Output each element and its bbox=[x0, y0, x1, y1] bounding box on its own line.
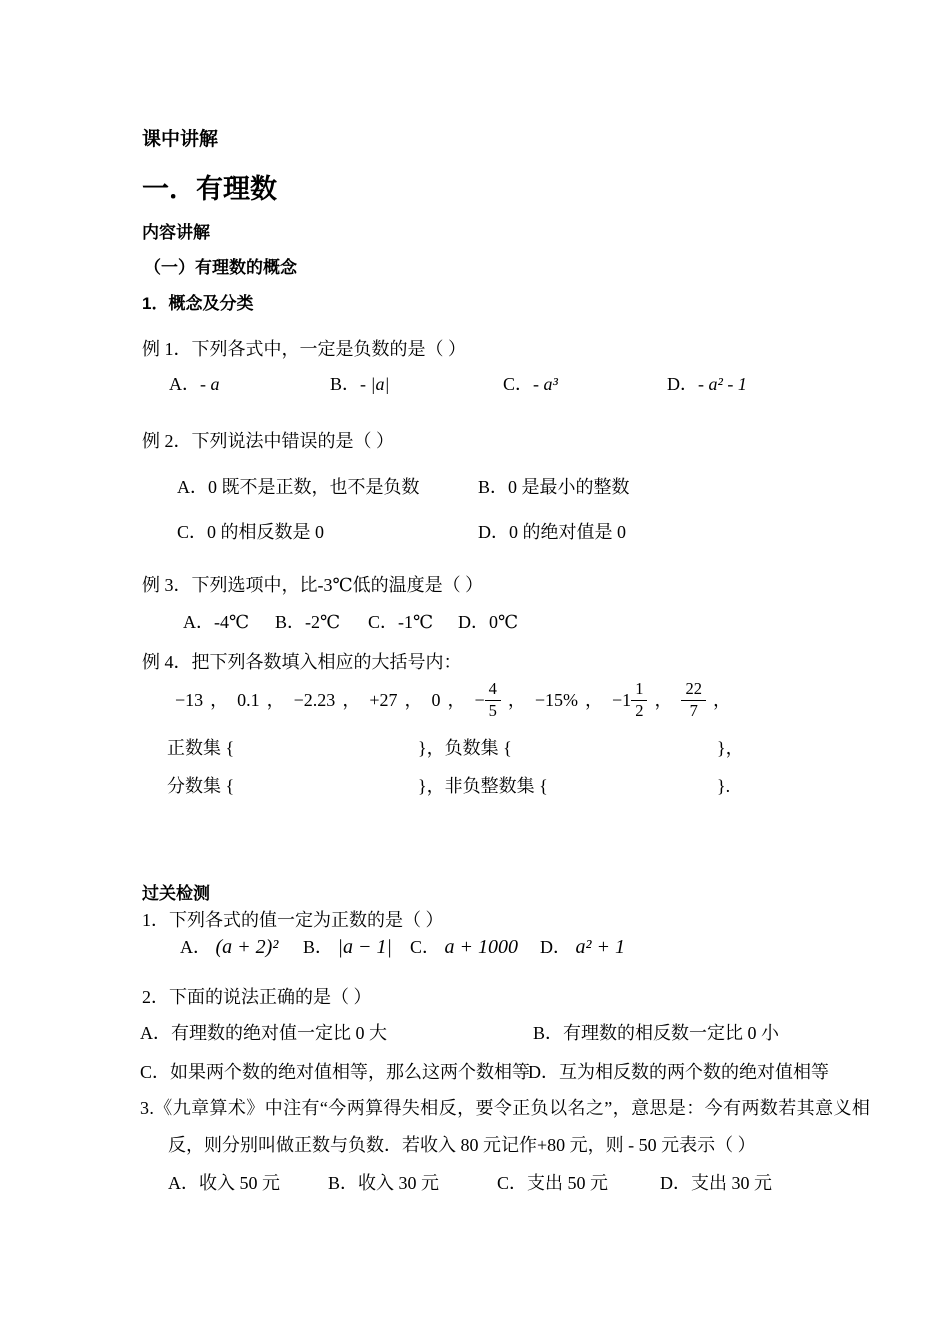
test-q1-option-d bbox=[540, 936, 625, 959]
example1-option-d bbox=[667, 374, 747, 395]
negative-set-label: }，负数集 { bbox=[418, 738, 512, 758]
positive-set-label: 正数集 { bbox=[167, 738, 235, 758]
option-expression: a + 1000 bbox=[444, 936, 519, 958]
option-label: B． bbox=[303, 937, 334, 957]
option-expression: (a + 2)² bbox=[215, 936, 279, 958]
number-token: −15% bbox=[534, 689, 579, 710]
option-expression: - a bbox=[200, 374, 220, 394]
test-q3-option-a: A．收入 50 元 bbox=[168, 1173, 280, 1193]
fraction-set-label: 分数集 { bbox=[167, 776, 235, 796]
example3-question: 例 3．下列选项中，比-3℃低的温度是（ ） bbox=[142, 575, 484, 595]
option-expression: a² + 1 bbox=[575, 936, 625, 958]
doc-title: 课中讲解 bbox=[142, 129, 219, 150]
nonneg-integer-set-label: }，非负整数集 { bbox=[418, 776, 548, 796]
number-token: −13 bbox=[175, 689, 204, 710]
example2-option-a: A．0 既不是正数，也不是负数 bbox=[177, 477, 420, 497]
test-q2-option-a: A．有理数的绝对值一定比 0 大 bbox=[140, 1023, 387, 1043]
comma: ， bbox=[712, 689, 731, 710]
option-label: D． bbox=[540, 937, 571, 957]
test-q1-option-a bbox=[180, 936, 278, 959]
number-token: 0.1 bbox=[237, 689, 260, 710]
test-heading: 过关检测 bbox=[142, 884, 210, 903]
content-heading: 内容讲解 bbox=[142, 223, 210, 242]
option-label: A． bbox=[169, 374, 200, 394]
example1-option-b bbox=[330, 374, 389, 395]
comma: ， bbox=[342, 689, 361, 710]
option-label: D． bbox=[667, 374, 698, 394]
option-expression: - a³ bbox=[533, 374, 558, 394]
row2-closing-brace: }. bbox=[717, 776, 731, 796]
example2-option-d: D．0 的绝对值是 0 bbox=[478, 522, 626, 542]
example4-question: 例 4．把下列各数填入相应的大括号内： bbox=[142, 652, 462, 672]
fraction: $\frac{1}{2}$ bbox=[631, 681, 647, 719]
minus-sign: − bbox=[474, 689, 485, 710]
test-q1-question: 1．下列各式的值一定为正数的是（ ） bbox=[142, 910, 444, 930]
test-q2-option-c: C．如果两个数的绝对值相等，那么这两个数相等 bbox=[140, 1062, 531, 1082]
comma: ， bbox=[447, 689, 466, 710]
option-expression: - a² - 1 bbox=[698, 374, 747, 394]
example1-option-c bbox=[503, 374, 558, 395]
test-q2-option-d: D．互为相反数的两个数的绝对值相等 bbox=[528, 1062, 829, 1082]
test-q3-option-b: B．收入 30 元 bbox=[328, 1173, 440, 1193]
comma: ， bbox=[210, 689, 229, 710]
comma: ， bbox=[654, 689, 673, 710]
example2-option-b: B．0 是最小的整数 bbox=[478, 477, 630, 497]
test-q1-option-c bbox=[410, 936, 518, 959]
point-heading: 1．概念及分类 bbox=[142, 294, 254, 313]
row1-closing-brace: }， bbox=[717, 738, 744, 758]
number-token: +27 bbox=[369, 689, 398, 710]
option-expression: |a − 1| bbox=[337, 936, 393, 958]
test-q3-option-c: C．支出 50 元 bbox=[497, 1173, 609, 1193]
test-q2-question: 2．下面的说法正确的是（ ） bbox=[142, 987, 372, 1007]
example4-numbers-line bbox=[175, 681, 740, 719]
option-label: C． bbox=[410, 937, 441, 957]
comma: ， bbox=[585, 689, 604, 710]
example3-option-d: D．0℃ bbox=[458, 612, 519, 632]
comma: ， bbox=[266, 689, 285, 710]
mixed-number-neg-one-half bbox=[612, 681, 647, 719]
comma: ， bbox=[404, 689, 423, 710]
example3-option-c: C．-1℃ bbox=[368, 612, 434, 632]
comma: ， bbox=[507, 689, 526, 710]
option-label: B． bbox=[330, 374, 361, 394]
example2-question: 例 2．下列说法中错误的是（ ） bbox=[142, 431, 394, 451]
example1-option-a bbox=[169, 374, 220, 395]
fraction-twentytwo-sevenths: $\frac{22}{7}$ bbox=[681, 681, 706, 719]
example3-option-b: B．-2℃ bbox=[275, 612, 341, 632]
example1-question: 例 1．下列各式中，一定是负数的是（ ） bbox=[142, 339, 466, 359]
test-q3-line2: 反，则分别叫做正数与负数．若收入 80 元记作+80 元，则 - 50 元表示（ ） bbox=[168, 1135, 756, 1155]
option-expression: - |a| bbox=[360, 374, 390, 394]
test-q3-line1: 3.《九章算术》中注有“今两算得失相反，要令正负以名之”，意思是：今有两数若其意义相 bbox=[140, 1098, 871, 1118]
example2-option-c: C．0 的相反数是 0 bbox=[177, 522, 325, 542]
fraction-neg-four-fifths bbox=[474, 681, 500, 719]
concept-heading: （一）有理数的概念 bbox=[144, 258, 297, 277]
fraction: $\frac{4}{5}$ bbox=[485, 681, 501, 719]
test-q2-option-b: B．有理数的相反数一定比 0 小 bbox=[533, 1023, 780, 1043]
section-heading: 一．有理数 bbox=[142, 174, 277, 204]
option-label: C． bbox=[503, 374, 534, 394]
example3-option-a: A．-4℃ bbox=[183, 612, 250, 632]
test-q1-option-b bbox=[303, 936, 392, 959]
number-token: −2.23 bbox=[293, 689, 336, 710]
number-token: 0 bbox=[431, 689, 441, 710]
whole-part: −1 bbox=[612, 689, 632, 710]
option-label: A． bbox=[180, 937, 211, 957]
test-q3-option-d: D．支出 30 元 bbox=[660, 1173, 772, 1193]
